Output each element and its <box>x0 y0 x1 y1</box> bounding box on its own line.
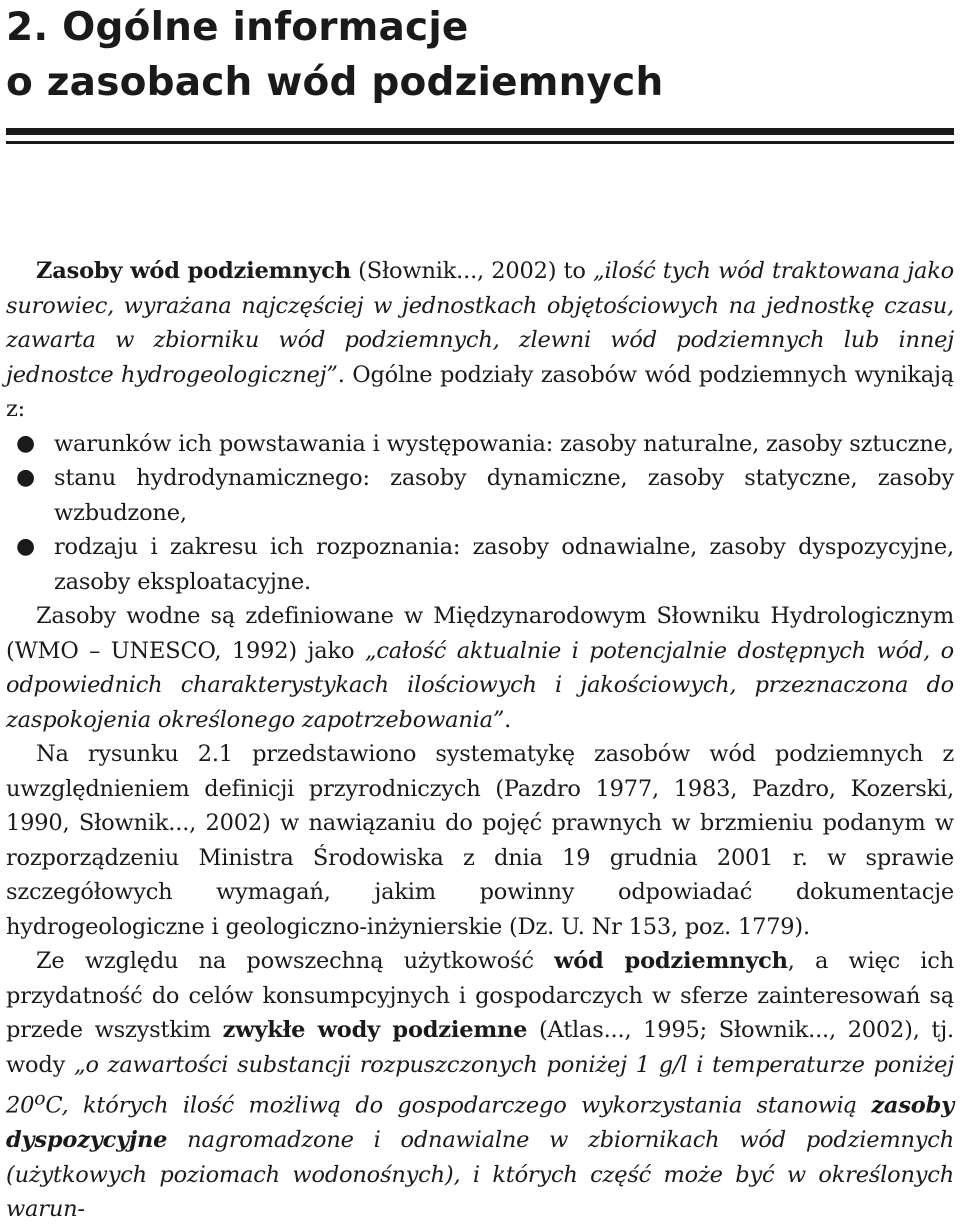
bullet-icon: ● <box>16 534 35 559</box>
paragraph-tail: . Ogólne podziały zasobów wód podziemnych wynikają z: <box>6 361 954 422</box>
text-run: , a więc ich przydatność do celów konsumpcyjnych i gospodarczych w sferze zainteresowań są przede wszystkim <box>6 948 954 1043</box>
paragraph-definition <box>6 254 954 427</box>
list-item <box>6 461 954 530</box>
paragraph-tail: . <box>504 706 512 733</box>
citation: (Słownik..., 2002) to <box>350 258 593 284</box>
paragraph-figure-ref: Na rysunku 2.1 przedstawiono systematykę zasobów wód podziemnych z uwzględnieniem definicji przyrodniczych (Pazdro 1977, 1983, Pazdro, Kozerski, 1990, Słownik..., 2002) w nawiązaniu do pojęć prawnych w brzmieniu podanym w rozporządzeniu Ministra Środowiska z dnia 19 grudnia 2001 r. w sprawie szczegółowych wymagań, jakim powinny odpowiadać dokumentacje hydrogeologiczne i geologiczno-inżynierskie (Dz. U. Nr 153, poz. 1779). <box>6 741 954 940</box>
bullet-icon: ● <box>16 430 35 456</box>
term-bold: zwykłe wody podziemne <box>222 1017 528 1043</box>
heading-rule-thick <box>6 128 954 135</box>
definition-quote: „całość aktualnie i potencjalnie dostępnych wód, o odpowiednich charakterystykach ilościowych i jakościowych, przeznaczona do zaspokojenia określonego zapotrzebowania” <box>6 637 954 733</box>
bullet-icon: ● <box>16 465 35 490</box>
degree-superscript: o <box>34 1088 46 1109</box>
chapter-heading-line2: o zasobach wód podziemnych <box>6 60 664 105</box>
list-item <box>6 530 954 599</box>
heading-rule-thin <box>6 141 954 144</box>
body-text <box>6 254 954 1227</box>
list-item-text: rodzaju i zakresu ich rozpoznania: zasoby odnawialne, zasoby dyspozycyjne, zasoby eksploatacyjne. <box>54 534 954 595</box>
quote-run: C, których ilość możliwą do gospodarczego wykorzystania stanowią <box>45 1092 872 1119</box>
term-bold: Zasoby wód podziemnych <box>36 258 351 284</box>
text-run: Ze względu na powszechną użytkowość <box>36 948 555 974</box>
term-bold-italic: zasoby dyspozycyjne <box>6 1092 954 1153</box>
list-item-text: stanu hydrodynamicznego: zasoby dynamiczne, zasoby statyczne, zasoby wzbudzone, <box>54 465 954 526</box>
list-item <box>6 427 954 462</box>
quote-run: nagromadzone i odnawialne w zbiornikach wód podziemnych (użytkowych poziomach wodonośnych), i których część może być w określonych warun- <box>6 1127 954 1222</box>
paragraph-ordinary-water <box>6 944 954 1227</box>
list-item-text: warunków ich powstawania i występowania: zasoby naturalne, zasoby sztuczne, <box>54 430 954 457</box>
quote-run: „o zawartości substancji rozpuszczonych poniżej 1 g/l i temperaturze poniżej 20 <box>6 1051 954 1119</box>
term-bold: wód podziemnych <box>554 948 788 974</box>
bullet-list <box>6 427 954 600</box>
definition-quote: „ilość tych wód traktowana jako surowiec, wyrażana najczęściej w jednostkach objętościowych na jednostkę czasu, zawarta w zbiorniku wód podziemnych, zlewni wód podziemnych lub innej jednostce hydrogeologicznej” <box>6 258 954 388</box>
chapter-heading <box>6 0 663 110</box>
text-run: (Atlas..., 1995; Słownik..., 2002), tj. wody <box>6 1017 954 1078</box>
chapter-heading-line1: 2. Ogólne informacje <box>6 5 469 50</box>
paragraph-lead: Zasoby wodne są zdefiniowane w Międzynarodowym Słowniku Hydrologicznym (WMO – UNESCO, 1992) jako <box>6 603 954 664</box>
paragraph-unesco <box>6 599 954 737</box>
